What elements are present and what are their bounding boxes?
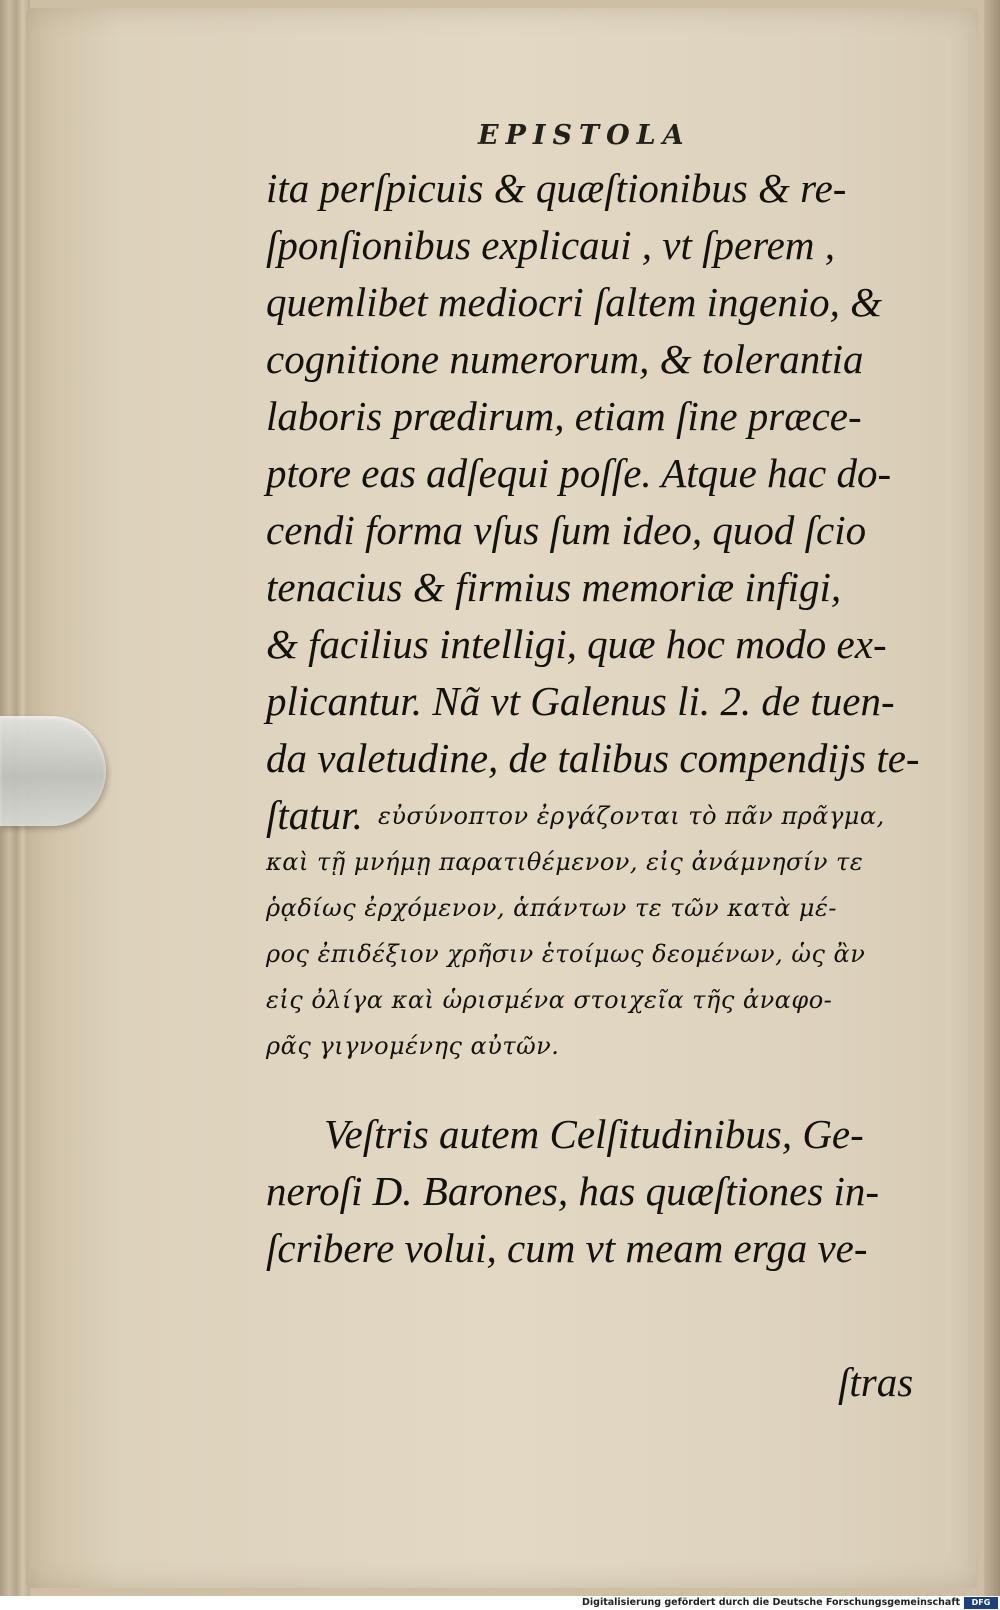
text-line: Veſtris autem Celſitudinibus, Ge- [324, 1111, 864, 1157]
footer-bar [0, 1596, 1000, 1610]
running-header: EPISTOLA [478, 120, 691, 151]
text-line: ptore eas adſequi poſſe. Atque hac do- [266, 450, 892, 496]
text-line: quemlibet mediocri ſaltem ingenio, & [266, 279, 883, 325]
catchword: ſtras [838, 1359, 914, 1405]
greek-line: ῥᾳδίως ἐρχόμενον, ἁπάντων τε τῶν κατὰ μέ- [266, 894, 837, 922]
greek-line: καὶ τῇ μνήμῃ παρατιθέμενον, εἰς ἀνάμνησίν τε [266, 848, 864, 876]
text-line: da valetudine, de talibus compendijs te- [266, 735, 920, 781]
greek-line: εἰς ὀλίγα καὶ ὡρισμένα στοιχεῖα τῆς ἀναφο- [266, 986, 833, 1014]
text-line: ſponſionibus explicaui , vt ſperem , [266, 222, 835, 268]
text-line: ſtatur. [266, 792, 363, 838]
book-page [26, 8, 978, 1588]
text-line: ita perſpicuis & quæſtionibus & re- [266, 165, 847, 211]
dfg-logo: DFG [964, 1597, 998, 1609]
text-line: ſcribere volui, cum vt meam erga ve- [266, 1225, 868, 1271]
text-line: neroſi D. Barones, has quæſtiones in- [266, 1168, 880, 1214]
digitization-credit: Digitalisierung gefördert durch die Deutsche Forschungsgemeinschaft [582, 1597, 960, 1608]
greek-line: εὐσύνοπτον ἐργάζονται τὸ πᾶν πρᾶγμα, [378, 802, 885, 830]
text-line: cognitione numerorum, & tolerantia [266, 336, 864, 382]
text-line: plicantur. Nã vt Galenus li. 2. de tuen- [266, 678, 895, 724]
right-page-edge [984, 0, 1000, 1596]
text-line: cendi forma vſus ſum ideo, quod ſcio [266, 507, 867, 553]
text-line: & facilius intelligi, quæ hoc modo ex- [266, 621, 887, 667]
text-line: tenacius & firmius memoriæ infigi, [266, 564, 842, 610]
greek-line: ρος ἐπιδέξιον χρῆσιν ἑτοίμως δεομένων, ὡς ἂν [266, 940, 866, 968]
page-marker-tab [0, 716, 106, 826]
text-line: laboris prædirum, etiam ſine præce- [266, 393, 862, 439]
greek-line: ρᾶς γιγνομένης αὐτῶν. [266, 1032, 560, 1060]
